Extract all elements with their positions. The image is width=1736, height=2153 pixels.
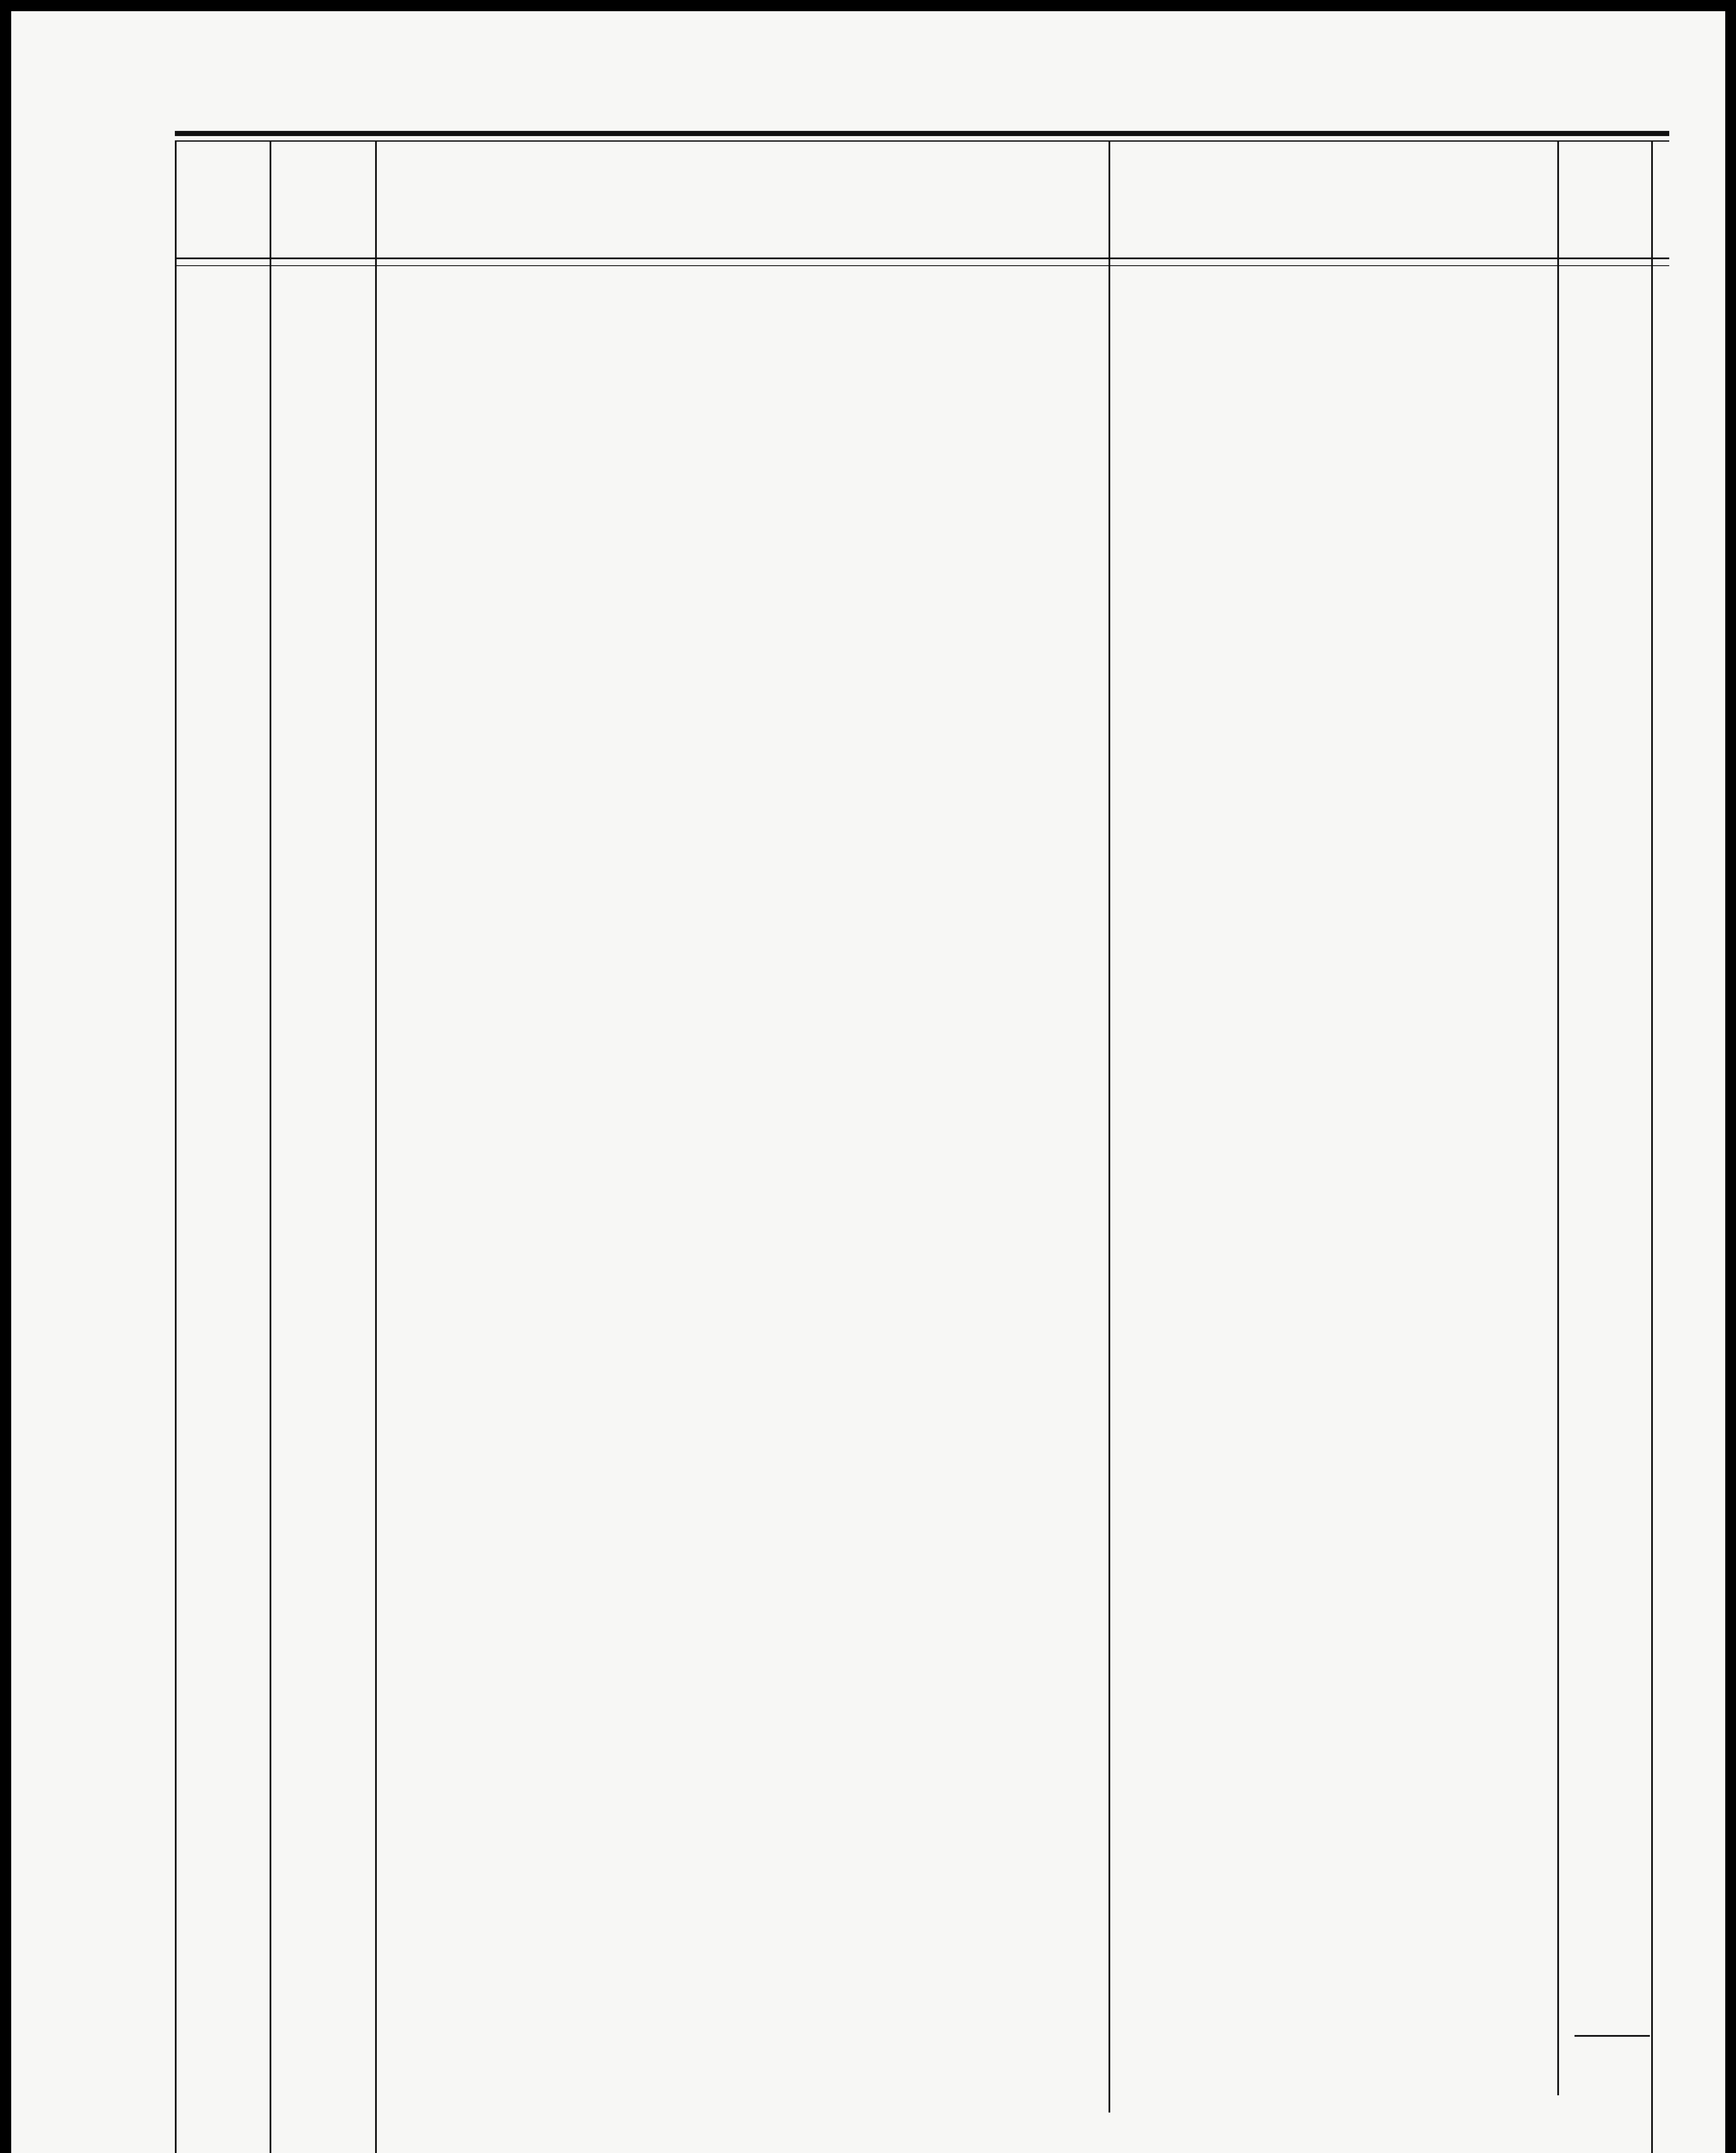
col-line-1 bbox=[270, 140, 271, 2153]
top-rule bbox=[175, 131, 1669, 136]
col-line-left bbox=[175, 140, 177, 2153]
total-rule bbox=[1575, 2035, 1650, 2037]
register-page bbox=[11, 11, 1725, 2153]
header-rule bbox=[175, 257, 1669, 259]
col-line-4 bbox=[1557, 140, 1559, 2095]
header-rule-thin bbox=[175, 265, 1669, 266]
col-line-right bbox=[1651, 140, 1653, 2153]
top-rule-thin bbox=[175, 140, 1669, 142]
col-line-2 bbox=[375, 140, 377, 2153]
col-line-3 bbox=[1109, 140, 1110, 2113]
